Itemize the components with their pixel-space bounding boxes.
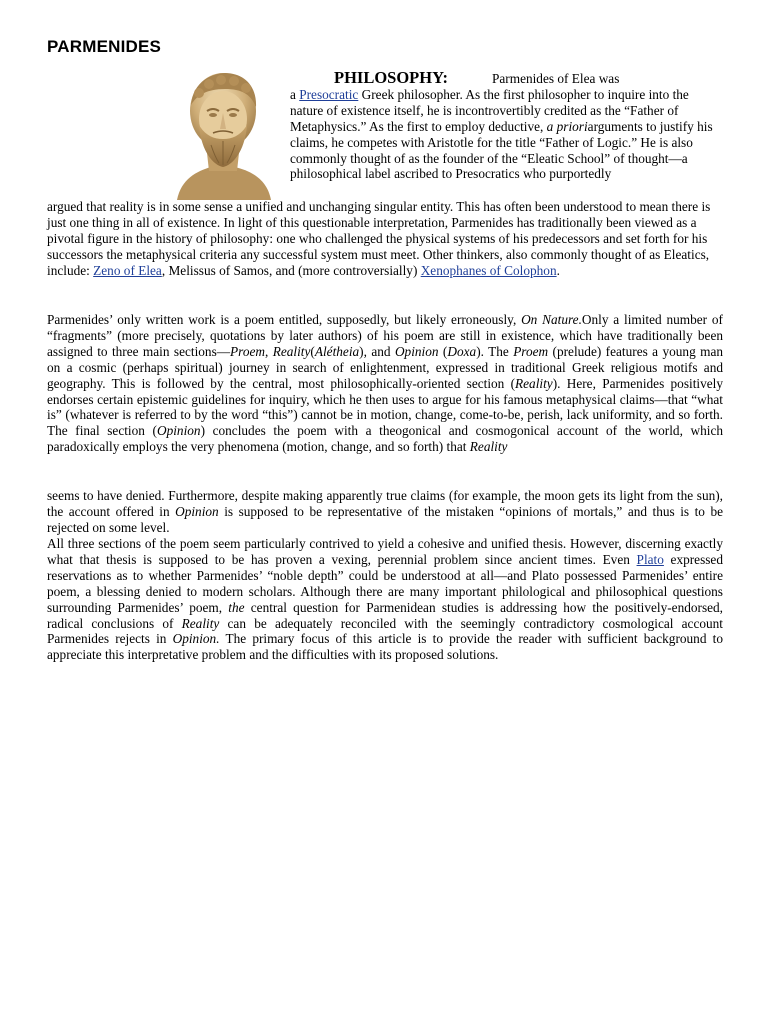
para-text: ) concludes the poem with a theogonical and cosmogonical account of the world, which paradoxically employs the very phenomena (motion, change, and so forth) that [47, 423, 723, 455]
intro-text: a [290, 86, 300, 102]
xenophanes-link[interactable]: Xenophanes of Colophon [420, 262, 557, 278]
para-text: The primary focus of this article is to provide the reader with sufficient background to appreciate this interpretative problem and the difficulties with its proposed solutions. [47, 631, 723, 663]
para-italic: Opinion [394, 343, 439, 359]
intro-paragraph-continued [47, 199, 723, 279]
para-italic: On Nature. [521, 312, 582, 327]
para-text: Parmenides’ only written work is a poem entitled, supposedly, but likely erroneously, [47, 312, 522, 327]
para-italic: Reality [515, 375, 553, 391]
paragraph-thesis [47, 536, 723, 663]
para-italic: Reality [181, 615, 220, 631]
para-italic: Opinion. [172, 631, 220, 647]
zeno-of-elea-link[interactable]: Zeno of Elea [93, 262, 162, 278]
para-italic: Reality [272, 343, 311, 359]
intro-italic: a priori [546, 118, 588, 134]
intro-text: , Melissus of Samos, and (more controversially) [161, 262, 421, 278]
presocratic-link[interactable]: Presocratic [299, 86, 359, 102]
intro-text: . [556, 262, 560, 278]
para-text: ). The [476, 343, 514, 359]
para-italic: Opinion [156, 423, 201, 439]
intro-text: arguments to justify his claims, he competes with Aristotle for the title “Father of Logic.” He is also commonly thought of as the founder of the “Eleatic School” of thought—a philosophical label ascribed to Presocratics who purportedly [290, 118, 713, 182]
paragraph-poem-continued [47, 488, 723, 536]
intro-text: argued that reality is in some sense a unified and unchanging singular entity. This has often been understood to mean there is just one thing in all of existence. In light of this questionable interpretation, Parmenides has traditionally been viewed as a pivotal figure in the history of philosophy: one who challenged the physical systems of his predecessors and set forth for his successors the metaphysical criteria any successful system must meet. Other thinkers, also commonly thought of as Eleatics, include: [47, 199, 711, 278]
page-title: PARMENIDES [47, 37, 162, 56]
section-heading-philosophy: PHILOSOPHY: [334, 68, 448, 87]
para-italic: Doxa [447, 343, 477, 359]
intro-lead: Parmenides of Elea was [492, 71, 620, 86]
para-text: seems to have denied. Furthermore, despite making apparently true claims (for example, the moon gets its light from the sun), the account offered in [47, 488, 723, 519]
para-italic: the [228, 599, 245, 615]
para-text: All three sections of the poem seem particularly contrived to yield a cohesive and unified thesis. However, discerning exactly what that thesis is supposed to be has proven a vexing, perennial problem since ancient times. Even [47, 536, 723, 567]
para-text: (prelude) features a young man on a cosmic (perhaps spiritual) journey in search of enlightenment, expressed in traditional Greek religious motifs and geography. This is followed by the central, most philosophically-oriented section ( [47, 343, 724, 391]
para-italic: Opinion [175, 503, 219, 519]
paragraph-poem [47, 312, 723, 455]
para-text: ). Here, Parmenides positively endorses certain epistemic guidelines for inquiry, which he then uses to argue for his famous metaphysical claims—that “what is” (whatever is referred to by the word “this”) cannot be in motion, change, come-to-be, perish, lack uniformity, and so forth. The final section ( [47, 375, 723, 439]
para-italic: Proem [513, 343, 549, 359]
intro-paragraph [290, 70, 722, 182]
para-text: is supposed to be representative of the mistaken “opinions of mortals,” and thus is to be rejected on some level. [47, 503, 723, 535]
para-text: Only a limited number of “fragments” (more precisely, quotations by later authors) of his poem are still in existence, which have traditionally been assigned to three main sections— [47, 312, 723, 359]
para-italic: Alétheia [314, 343, 360, 359]
parmenides-bust-icon [163, 67, 283, 200]
para-text: ( [438, 343, 448, 359]
para-italic: Proem [230, 343, 266, 359]
para-text: can be adequately reconciled with the seemingly contradictory cosmological account Parmenides rejects in [47, 615, 723, 647]
plato-link[interactable]: Plato [636, 551, 664, 567]
para-text: ( [310, 343, 315, 359]
para-text: ), and [359, 343, 395, 359]
intro-text: Greek philosopher. As the first philosopher to inquire into the nature of existence itself, he is incontrovertibly credited as the “Father of Metaphysics.” As the first to employ deductive, [290, 86, 689, 134]
para-italic: Reality [469, 439, 508, 455]
para-text: expressed reservations as to whether Parmenides’ “noble depth” could be understood at all—and Plato possessed Parmenides’ entire poem, a blessing denied to modern scholars. Although there are many important philological and philosophical questions surrounding Parmenides’ poem, [47, 551, 723, 615]
para-text: , [265, 343, 273, 359]
para-text: central question for Parmenidean studies is addressing how the positively-endorsed, radical conclusions of [47, 599, 723, 631]
